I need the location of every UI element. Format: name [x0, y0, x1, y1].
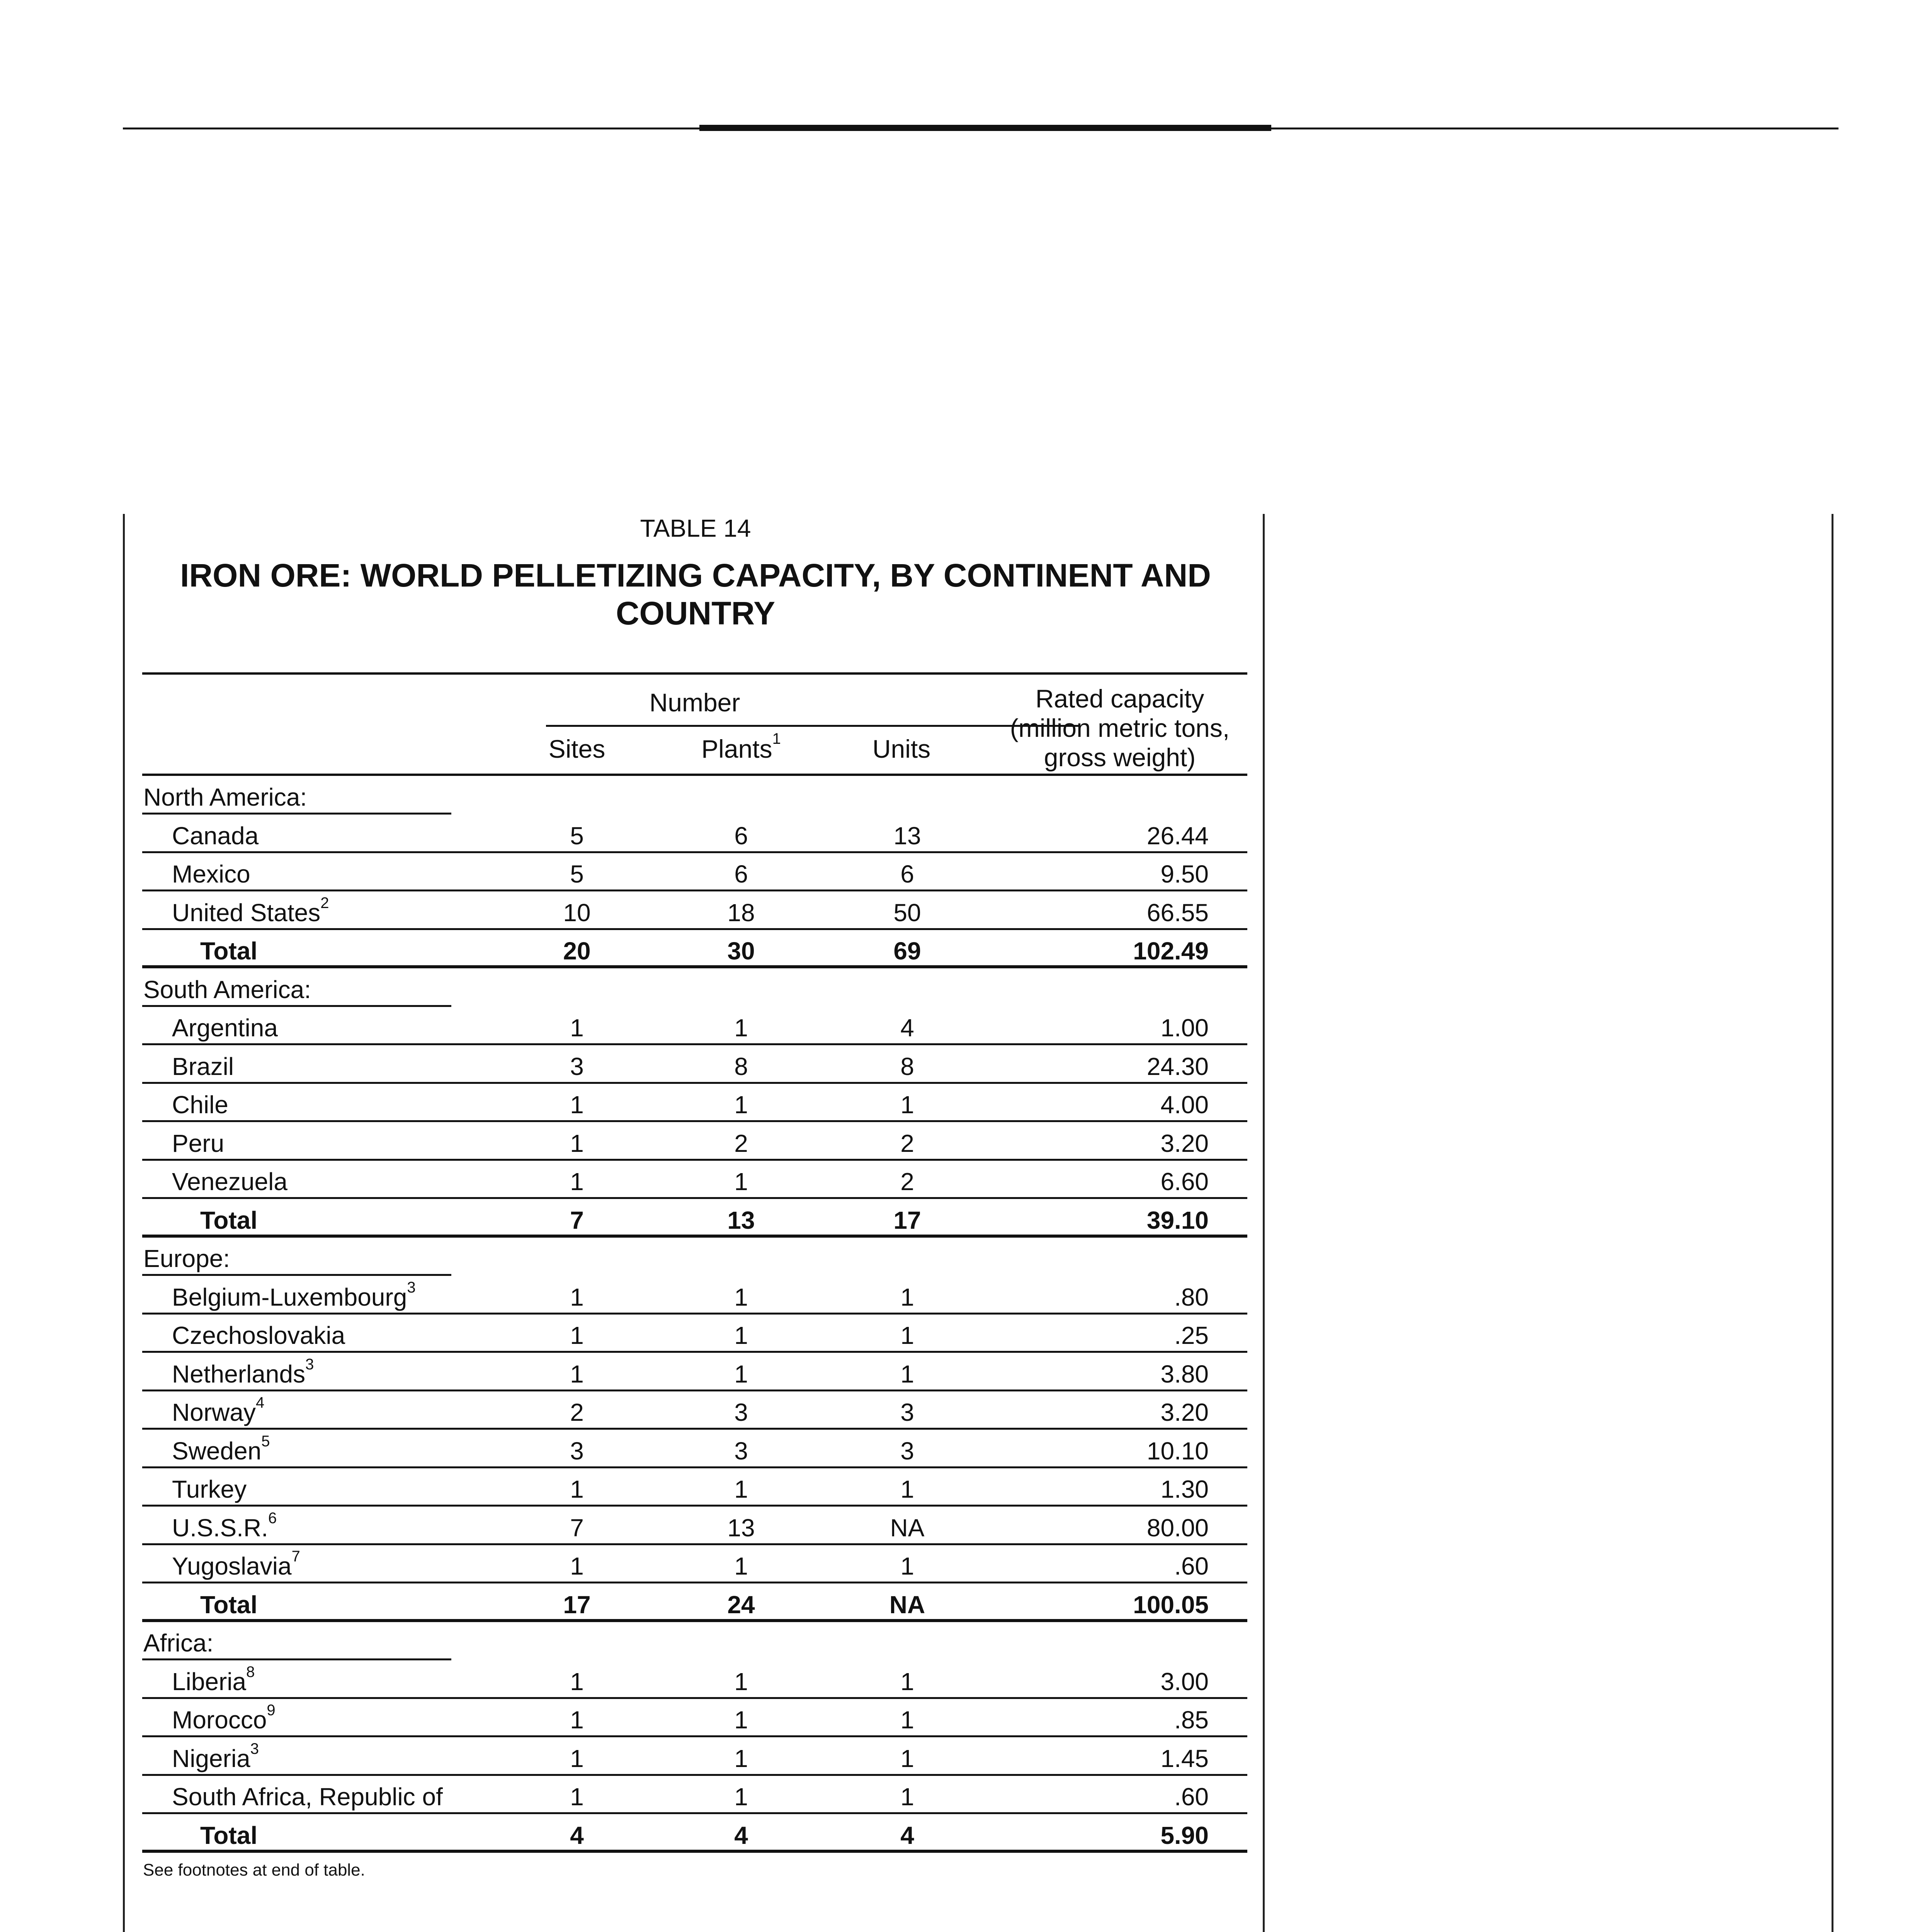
sites-cell: 1	[570, 1744, 584, 1772]
row-label-text: Liberia	[172, 1667, 247, 1696]
country-name	[172, 1167, 287, 1196]
plants-cell: 13	[727, 1514, 755, 1542]
sites-cell: 1	[570, 1091, 584, 1119]
capacity-cell: 66.55	[1146, 898, 1209, 927]
header-units: Units	[872, 735, 931, 763]
country-name	[172, 860, 250, 888]
sites-cell: 20	[563, 937, 591, 965]
capacity-cell: 3.20	[1160, 1398, 1209, 1426]
capacity-cell: 39.10	[1146, 1206, 1209, 1234]
plants-cell: 1	[734, 1475, 748, 1503]
plants-cell: 18	[727, 898, 755, 927]
capacity-cell: 24.30	[1146, 1052, 1209, 1080]
units-cell: 69	[893, 937, 921, 965]
sites-cell: 3	[570, 1437, 584, 1465]
footnote-ref: 9	[267, 1702, 276, 1719]
section-header-row	[142, 968, 1247, 1007]
row-label-text: North America:	[143, 783, 307, 811]
table-number: TABLE 14	[640, 514, 751, 542]
units-cell: 3	[900, 1437, 914, 1465]
footnote-ref: 7	[291, 1548, 300, 1565]
units-cell: 1	[900, 1283, 914, 1311]
sites-cell: 3	[570, 1052, 584, 1080]
row-label-text: United States	[172, 898, 321, 927]
column-rule-left	[123, 514, 125, 1932]
row-label-text: U.S.S.R.	[172, 1514, 268, 1542]
plants-cell: 30	[727, 937, 755, 965]
sites-cell: 7	[570, 1514, 584, 1542]
table-row	[142, 891, 1247, 930]
plants-cell: 1	[734, 1706, 748, 1734]
row-label-text: Morocco	[172, 1706, 267, 1734]
country-name	[172, 1548, 300, 1580]
units-cell: 1	[900, 1667, 914, 1696]
plants-cell: 1	[734, 1360, 748, 1388]
country-name	[172, 894, 329, 927]
units-cell: 1	[900, 1475, 914, 1503]
header-plants-footnote: 1	[772, 730, 781, 747]
capacity-cell: 9.50	[1160, 860, 1209, 888]
table-row	[142, 1737, 1247, 1776]
country-name	[172, 1432, 270, 1465]
row-label-text: Canada	[172, 821, 259, 850]
country-name	[172, 1014, 278, 1042]
units-cell: 6	[900, 860, 914, 888]
country-name	[172, 1663, 255, 1696]
capacity-cell: .85	[1174, 1706, 1209, 1734]
total-row	[142, 1583, 1247, 1622]
units-cell: 17	[893, 1206, 921, 1234]
total-label	[200, 937, 257, 965]
sites-cell: 7	[570, 1206, 584, 1234]
capacity-cell: 1.30	[1160, 1475, 1209, 1503]
plants-cell: 6	[734, 860, 748, 888]
country-name	[172, 1782, 443, 1811]
units-cell: 3	[900, 1398, 914, 1426]
units-cell: 1	[900, 1321, 914, 1349]
sites-cell: 1	[570, 1014, 584, 1042]
sites-cell: 2	[570, 1398, 584, 1426]
row-label-text: Turkey	[172, 1475, 247, 1503]
row-label-text: Peru	[172, 1129, 224, 1157]
table-row	[142, 1545, 1247, 1583]
sites-cell: 1	[570, 1360, 584, 1388]
continent-label	[143, 1629, 213, 1657]
table-footnote: See footnotes at end of table.	[143, 1861, 365, 1879]
header-plants-label: Plants	[701, 735, 772, 763]
row-label-text: Mexico	[172, 860, 250, 888]
sites-cell: 1	[570, 1283, 584, 1311]
units-cell: 1	[900, 1091, 914, 1119]
capacity-cell: 102.49	[1133, 937, 1209, 965]
row-label-text: Total	[200, 1590, 258, 1619]
capacity-cell: 80.00	[1146, 1514, 1209, 1542]
row-label-text: Chile	[172, 1091, 228, 1119]
total-label	[200, 1206, 257, 1235]
table-row	[142, 1699, 1247, 1737]
sites-cell: 5	[570, 821, 584, 850]
plants-cell: 1	[734, 1321, 748, 1349]
plants-cell: 24	[727, 1590, 755, 1619]
column-rule-middle	[1263, 514, 1265, 1932]
units-cell: 4	[900, 1821, 914, 1849]
sites-cell: 1	[570, 1783, 584, 1811]
plants-cell: 2	[734, 1129, 748, 1157]
country-name	[172, 821, 259, 850]
continent-label	[143, 783, 307, 811]
table-row	[142, 1776, 1247, 1814]
row-label-text: Total	[200, 1206, 258, 1234]
capacity-cell: 26.44	[1146, 821, 1209, 850]
units-cell: 13	[893, 821, 921, 850]
header-capacity	[996, 684, 1243, 772]
table-title: IRON ORE: WORLD PELLETIZING CAPACITY, BY CONTINENT AND COUNTRY	[180, 557, 1211, 631]
header-capacity-line1: Rated capacity	[1035, 684, 1204, 713]
country-name	[172, 1321, 345, 1350]
row-label-text: Netherlands	[172, 1360, 306, 1388]
footnote-ref: 3	[250, 1740, 259, 1757]
header-capacity-line3: gross weight)	[1044, 743, 1196, 772]
row-label-text: Africa:	[143, 1629, 214, 1657]
header-capacity-line2: (million metric tons,	[1010, 714, 1230, 742]
row-label-text: Total	[200, 1821, 258, 1849]
row-label-text: South Africa, Republic of	[172, 1783, 443, 1811]
units-cell: 2	[900, 1129, 914, 1157]
row-label-text: Nigeria	[172, 1744, 250, 1772]
units-cell: NA	[890, 1514, 925, 1542]
capacity-cell: 3.20	[1160, 1129, 1209, 1157]
footnote-ref: 6	[268, 1509, 277, 1527]
table-row	[142, 1391, 1247, 1430]
row-label-text: Brazil	[172, 1052, 234, 1080]
plants-cell: 1	[734, 1552, 748, 1580]
plants-cell: 1	[734, 1744, 748, 1772]
capacity-cell: .25	[1174, 1321, 1209, 1349]
table-row	[142, 1468, 1247, 1507]
sites-cell: 1	[570, 1475, 584, 1503]
header-number-group: Number	[649, 688, 740, 717]
row-label-text: Sweden	[172, 1437, 262, 1465]
table-row	[142, 1353, 1247, 1391]
sites-cell: 17	[563, 1590, 591, 1619]
table-row	[142, 815, 1247, 853]
capacity-cell: 10.10	[1146, 1437, 1209, 1465]
country-name	[172, 1279, 416, 1311]
country-name	[172, 1702, 276, 1734]
capacity-cell: 4.00	[1160, 1091, 1209, 1119]
country-name	[172, 1052, 234, 1081]
table-row	[142, 1007, 1247, 1045]
column-rule-right	[1832, 514, 1833, 1932]
total-row	[142, 1199, 1247, 1238]
footnote-ref: 3	[305, 1355, 314, 1373]
table-row	[142, 853, 1247, 891]
country-name	[172, 1740, 259, 1773]
plants-cell: 1	[734, 1014, 748, 1042]
header-sites: Sites	[548, 735, 605, 763]
country-name	[172, 1509, 277, 1542]
plants-cell: 6	[734, 821, 748, 850]
footnote-ref: 5	[261, 1432, 270, 1450]
footnote-ref: 4	[255, 1394, 265, 1411]
continent-label	[143, 1244, 230, 1273]
capacity-cell: .60	[1174, 1783, 1209, 1811]
plants-cell: 3	[734, 1398, 748, 1426]
sites-cell: 1	[570, 1552, 584, 1580]
units-cell: 1	[900, 1552, 914, 1580]
top-rule-accent	[699, 125, 1271, 131]
table-row	[142, 1430, 1247, 1468]
row-label-text: Czechoslovakia	[172, 1321, 345, 1349]
row-label-text: Europe:	[143, 1245, 230, 1272]
plants-cell: 1	[734, 1783, 748, 1811]
row-label-text: South America:	[143, 975, 311, 1003]
table-row	[142, 1045, 1247, 1084]
plants-cell: 4	[734, 1821, 748, 1849]
capacity-cell: 1.45	[1160, 1744, 1209, 1772]
units-cell: 1	[900, 1783, 914, 1811]
sites-cell: 5	[570, 860, 584, 888]
sites-cell: 1	[570, 1168, 584, 1196]
units-cell: 8	[900, 1052, 914, 1080]
capacity-cell: 6.60	[1160, 1168, 1209, 1196]
units-cell: 4	[900, 1014, 914, 1042]
table-row	[142, 1276, 1247, 1315]
table-row	[142, 1122, 1247, 1161]
row-label-text: Total	[200, 937, 258, 965]
section-header-row	[142, 1622, 1247, 1660]
capacity-cell: .80	[1174, 1283, 1209, 1311]
header-plants	[675, 730, 807, 764]
table-row	[142, 1160, 1247, 1199]
plants-cell: 1	[734, 1667, 748, 1696]
units-cell: 1	[900, 1706, 914, 1734]
sites-cell: 4	[570, 1821, 584, 1849]
row-label-text: Venezuela	[172, 1168, 287, 1196]
plants-cell: 1	[734, 1091, 748, 1119]
total-label	[200, 1590, 257, 1619]
footnote-ref: 3	[407, 1279, 416, 1296]
capacity-cell: 5.90	[1160, 1821, 1209, 1849]
country-name	[172, 1475, 247, 1503]
total-row	[142, 930, 1247, 968]
footnote-ref: 2	[320, 894, 329, 912]
country-name	[172, 1355, 314, 1388]
units-cell: NA	[889, 1590, 925, 1619]
row-label-text: Argentina	[172, 1014, 278, 1042]
total-label	[200, 1821, 257, 1850]
units-cell: 1	[900, 1360, 914, 1388]
capacity-cell: .60	[1174, 1552, 1209, 1580]
row-label-text: Yugoslavia	[172, 1552, 292, 1580]
table-row	[142, 1083, 1247, 1122]
sites-cell: 10	[563, 898, 591, 927]
plants-cell: 13	[727, 1206, 755, 1234]
table-row	[142, 1314, 1247, 1353]
table-row	[142, 1660, 1247, 1699]
units-cell: 50	[893, 898, 921, 927]
country-name	[172, 1090, 228, 1119]
total-row	[142, 1814, 1247, 1853]
capacity-cell: 1.00	[1160, 1014, 1209, 1042]
plants-cell: 8	[734, 1052, 748, 1080]
sites-cell: 1	[570, 1667, 584, 1696]
sites-cell: 1	[570, 1321, 584, 1349]
country-name	[172, 1394, 265, 1427]
sites-cell: 1	[570, 1706, 584, 1734]
capacity-cell: 3.00	[1160, 1667, 1209, 1696]
continent-label	[143, 975, 311, 1004]
units-cell: 2	[900, 1168, 914, 1196]
row-label-text: Norway	[172, 1398, 256, 1426]
country-name	[172, 1129, 224, 1158]
section-header-row	[142, 1237, 1247, 1276]
plants-cell: 1	[734, 1168, 748, 1196]
plants-cell: 3	[734, 1437, 748, 1465]
row-label-text: Belgium-Luxembourg	[172, 1283, 407, 1311]
section-header-row	[142, 776, 1247, 815]
capacity-cell: 100.05	[1133, 1590, 1209, 1619]
sites-cell: 1	[570, 1129, 584, 1157]
footnote-ref: 8	[246, 1663, 255, 1680]
plants-cell: 1	[734, 1283, 748, 1311]
capacity-cell: 3.80	[1160, 1360, 1209, 1388]
units-cell: 1	[900, 1744, 914, 1772]
table-row	[142, 1507, 1247, 1545]
row-rule	[142, 1850, 1247, 1853]
table-top-rule	[142, 672, 1247, 675]
